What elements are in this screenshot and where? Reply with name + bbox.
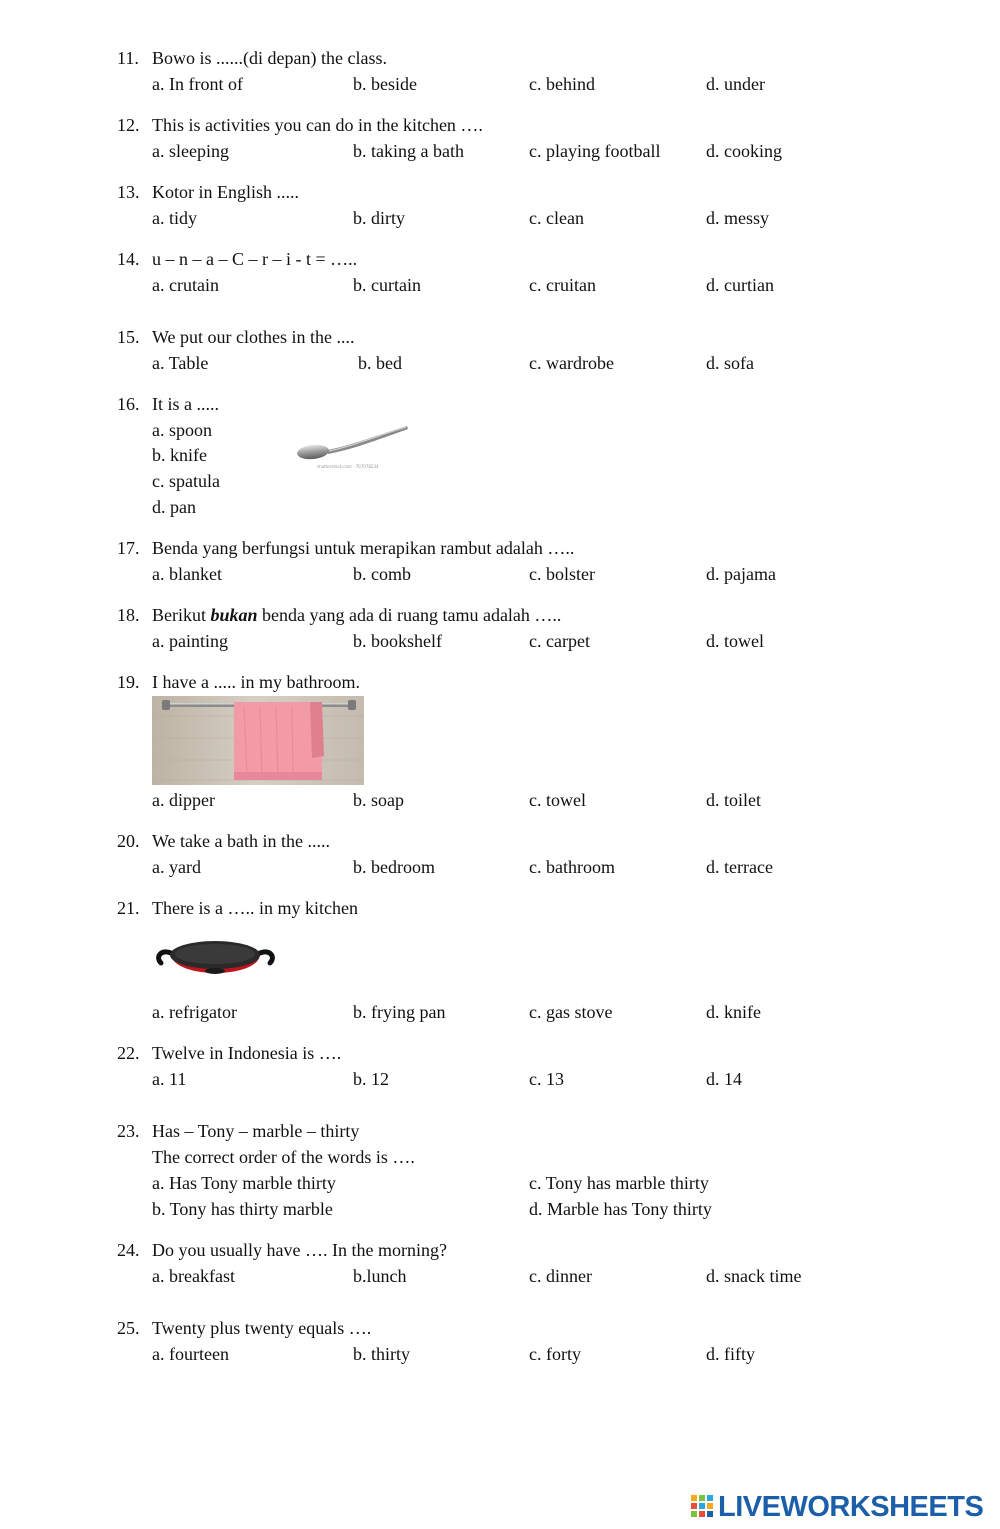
question-text: It is a ..... xyxy=(152,394,219,414)
question-text: Kotor in English ..... xyxy=(152,182,299,202)
option-a: a. Has Tony marble thirty xyxy=(152,1173,336,1193)
question-number: 13. xyxy=(117,182,140,202)
question-text-end: benda yang ada di ruang tamu adalah ….. xyxy=(257,605,562,625)
option-d: d. pajama xyxy=(706,564,776,584)
option-d: d. pan xyxy=(152,497,196,517)
option-b: b. knife xyxy=(152,445,207,465)
option-b: b. Tony has thirty marble xyxy=(152,1199,333,1219)
option-b: b. beside xyxy=(353,74,417,94)
question-number: 23. xyxy=(117,1121,140,1141)
question-number: 25. xyxy=(117,1318,140,1338)
option-b: b. taking a bath xyxy=(353,141,464,161)
option-c: c. playing football xyxy=(529,141,661,161)
option-c: c. forty xyxy=(529,1344,581,1364)
option-c: c. gas stove xyxy=(529,1002,613,1022)
option-d: d. sofa xyxy=(706,353,754,373)
option-c: c. cruitan xyxy=(529,275,596,295)
emphasis-word: bukan xyxy=(210,605,258,625)
option-c: c. Tony has marble thirty xyxy=(529,1173,709,1193)
option-d: d. knife xyxy=(706,1002,761,1022)
option-c: c. spatula xyxy=(152,471,220,491)
question-text: Benda yang berfungsi untuk merapikan rambut adalah ….. xyxy=(152,538,575,558)
option-b: b. thirty xyxy=(353,1344,410,1364)
option-d: d. terrace xyxy=(706,857,773,877)
option-d: d. towel xyxy=(706,631,764,651)
spoon-caption: shutterstock.com · 707078234 xyxy=(317,464,379,469)
question-text: Twelve in Indonesia is …. xyxy=(152,1043,342,1063)
option-c: c. carpet xyxy=(529,631,590,651)
option-d: d. Marble has Tony thirty xyxy=(529,1199,712,1219)
option-c: c. towel xyxy=(529,790,586,810)
question-text: We take a bath in the ..... xyxy=(152,831,330,851)
option-c: c. clean xyxy=(529,208,584,228)
question-text: Twenty plus twenty equals …. xyxy=(152,1318,372,1338)
option-c: c. bolster xyxy=(529,564,595,584)
question-text-start: Berikut xyxy=(152,605,211,625)
option-c: c. dinner xyxy=(529,1266,592,1286)
liveworksheets-logo[interactable] xyxy=(690,1491,983,1523)
question-number: 22. xyxy=(117,1043,140,1063)
option-b: b. soap xyxy=(353,790,404,810)
option-a: a. refrigator xyxy=(152,1002,237,1022)
question-number: 20. xyxy=(117,831,140,851)
option-a: a. crutain xyxy=(152,275,219,295)
question-text: There is a ….. in my kitchen xyxy=(152,898,358,918)
option-d: d. 14 xyxy=(706,1069,742,1089)
option-a: a. tidy xyxy=(152,208,197,228)
option-a: a. Table xyxy=(152,353,209,373)
option-c: c. 13 xyxy=(529,1069,564,1089)
option-a: a. dipper xyxy=(152,790,215,810)
option-d: d. fifty xyxy=(706,1344,755,1364)
option-d: d. curtian xyxy=(706,275,774,295)
question-text: I have a ..... in my bathroom. xyxy=(152,672,360,692)
option-a: a. blanket xyxy=(152,564,222,584)
question-number: 21. xyxy=(117,898,140,918)
option-b: b. curtain xyxy=(353,275,421,295)
question-number: 24. xyxy=(117,1240,140,1260)
option-a: a. painting xyxy=(152,631,228,651)
option-b: b.lunch xyxy=(353,1266,407,1286)
towel-icon xyxy=(152,696,364,785)
brand-name: LIVEWORKSHEETS xyxy=(718,1490,984,1523)
option-d: d. messy xyxy=(706,208,769,228)
question-text: Bowo is ......(di depan) the class. xyxy=(152,48,387,68)
option-b: b. bedroom xyxy=(353,857,435,877)
question-number: 18. xyxy=(117,605,140,625)
option-a: a. spoon xyxy=(152,420,212,440)
option-d: d. under xyxy=(706,74,765,94)
question-number: 11. xyxy=(117,48,139,68)
question-number: 17. xyxy=(117,538,140,558)
towel-image xyxy=(152,696,364,785)
option-c: c. bathroom xyxy=(529,857,615,877)
option-b: b. bed xyxy=(358,353,402,373)
question-number: 19. xyxy=(117,672,140,692)
option-d: d. toilet xyxy=(706,790,761,810)
option-d: d. snack time xyxy=(706,1266,802,1286)
option-b: b. dirty xyxy=(353,208,405,228)
option-a: a. yard xyxy=(152,857,201,877)
question-number: 14. xyxy=(117,249,140,269)
question-text: u – n – a – C – r – i - t = ….. xyxy=(152,249,358,269)
question-number: 15. xyxy=(117,327,140,347)
option-b: b. bookshelf xyxy=(353,631,442,651)
question-subtext: The correct order of the words is …. xyxy=(152,1147,415,1167)
option-a: a. 11 xyxy=(152,1069,187,1089)
option-a: a. breakfast xyxy=(152,1266,235,1286)
option-c: c. wardrobe xyxy=(529,353,614,373)
spoon-image xyxy=(295,420,410,475)
question-text xyxy=(152,604,561,626)
option-c: c. behind xyxy=(529,74,595,94)
question-number: 16. xyxy=(117,394,140,414)
option-a: a. sleeping xyxy=(152,141,229,161)
option-a: a. fourteen xyxy=(152,1344,229,1364)
option-b: b. frying pan xyxy=(353,1002,446,1022)
question-text: Do you usually have …. In the morning? xyxy=(152,1240,447,1260)
question-number: 12. xyxy=(117,115,140,135)
option-b: b. comb xyxy=(353,564,411,584)
option-b: b. 12 xyxy=(353,1069,389,1089)
option-a: a. In front of xyxy=(152,74,243,94)
liveworksheets-grid-icon xyxy=(690,1494,716,1520)
question-text: Has – Tony – marble – thirty xyxy=(152,1121,360,1141)
question-text: This is activities you can do in the kitchen …. xyxy=(152,115,483,135)
wok-icon xyxy=(153,935,278,990)
frying-pan-image xyxy=(153,935,278,990)
question-text: We put our clothes in the .... xyxy=(152,327,355,347)
option-d: d. cooking xyxy=(706,141,782,161)
